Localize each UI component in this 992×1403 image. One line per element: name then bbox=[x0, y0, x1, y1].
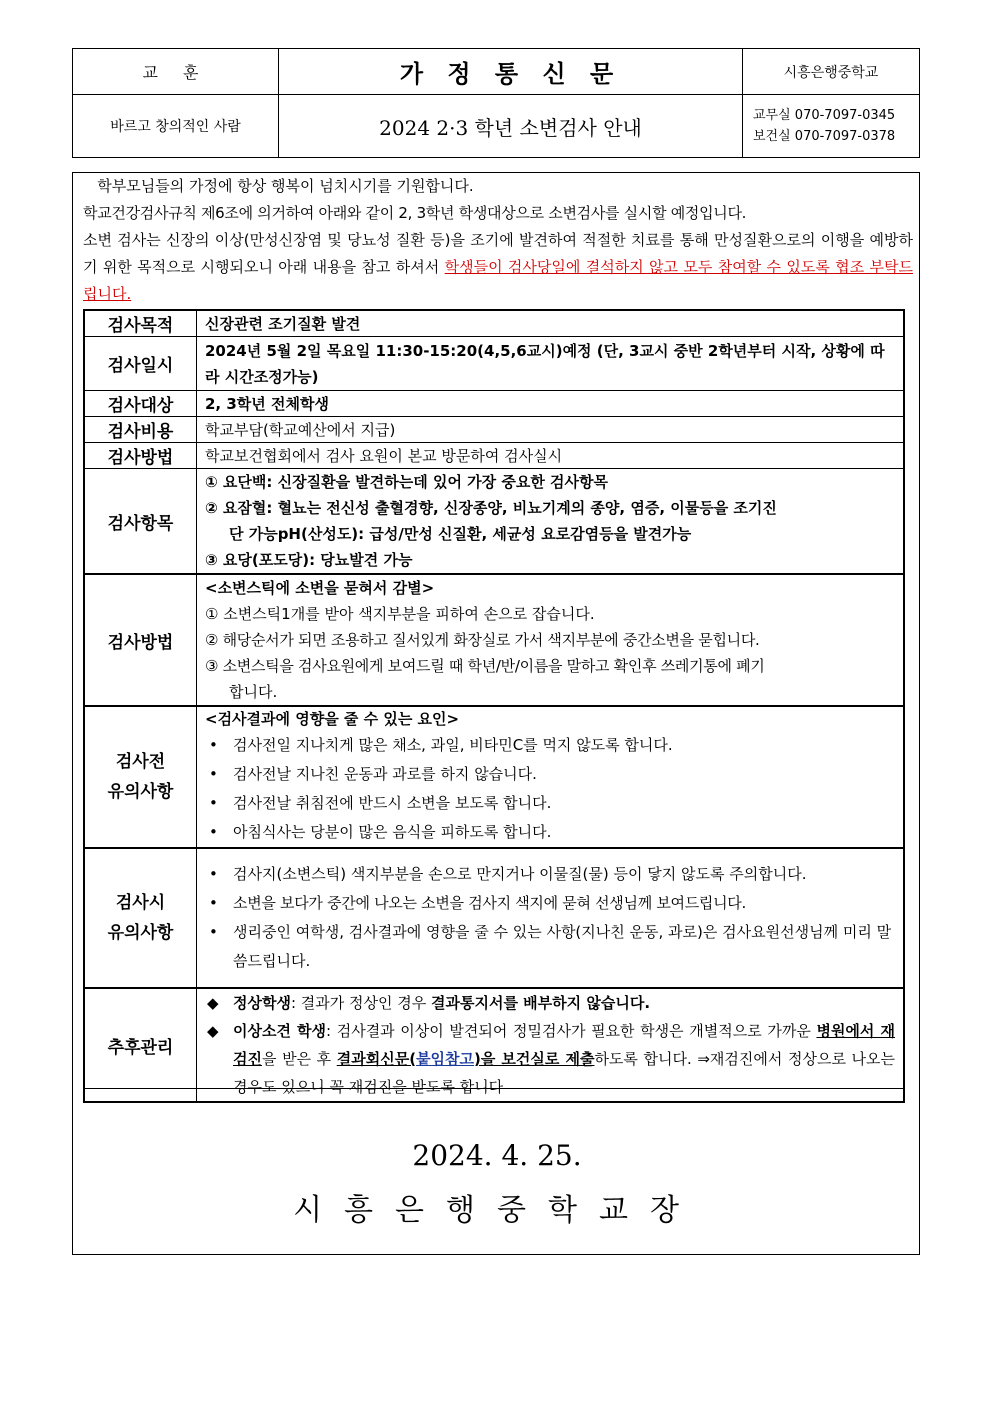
list-item: • 검사지(소변스틱) 색지부분을 손으로 만지거나 이물질(물) 등이 닿지 않도록 주의합니다. bbox=[205, 860, 895, 889]
item-ph: 단 가능pH(산성도): 급성/만성 신질환, 세균성 요로감염등을 발견가능 bbox=[229, 525, 692, 543]
procedure-step-3-cont: 합니다. bbox=[229, 683, 278, 701]
label-precautions-during: 검사시 유의사항 bbox=[84, 848, 197, 988]
label-date: 검사일시 bbox=[84, 337, 197, 391]
value-method: 학교보건협회에서 검사 요원이 본교 방문하여 검사실시 bbox=[197, 443, 905, 469]
item-blood: ② 요잠혈: 혈뇨는 전신성 출혈경향, 신장종양, 비뇨기계의 종양, 염증, 이물등을 조기진 bbox=[205, 499, 777, 517]
school-name: 시흥은행중학교 bbox=[743, 49, 920, 95]
header-table bbox=[72, 48, 920, 158]
followup-abnormal: ◆ 이상소견 학생: 검사결과 이상이 발견되어 정밀검사가 필요한 학생은 개별적으로 가까운 병원에서 재검진을 받은 후 결과회신문(붙임참고)을 보건실로 제출하도록 합니다. ⇒재검진에서 정상으로 나오는 경우도 있으니 꼭 재검진을 받도록 합니다 bbox=[205, 1017, 895, 1101]
contact-office: 교무실 070-7097-0345 bbox=[753, 108, 896, 123]
motto: 바르고 창의적인 사람 bbox=[73, 95, 279, 158]
procedure-step-1: ① 소변스틱1개를 받아 색지부분을 피하여 손으로 잡습니다. bbox=[205, 605, 595, 623]
diamond-bullet-icon: ◆ bbox=[207, 1022, 219, 1040]
contact-info bbox=[743, 95, 920, 158]
list-item: • 검사전날 취침전에 반드시 소변을 보도록 합니다. bbox=[205, 789, 895, 818]
label-precautions-before: 검사전 유의사항 bbox=[84, 706, 197, 848]
item-protein: ① 요단백: 신장질환을 발견하는데 있어 가장 중요한 검사항목 bbox=[205, 473, 609, 491]
procedure-step-2: ② 해당순서가 되면 조용하고 질서있게 화장실로 가서 색지부분에 중간소변을 묻힙니다. bbox=[205, 631, 760, 649]
label-purpose: 검사목적 bbox=[84, 310, 197, 337]
intro-text bbox=[83, 173, 913, 308]
intro-purpose: 소변 검사는 신장의 이상(만성신장염 및 당뇨성 질환 등)을 조기에 발견하여 적절한 치료를 통해 만성질환으로의 이행을 예방하기 위한 목적으로 시행되오니 아래 내용을 참고 하셔서 학생들이 검사당일에 결석하지 않고 모두 참여할 수 있도록 협조 부탁드립니다. bbox=[83, 231, 913, 303]
value-date: 2024년 5월 2일 목요일 11:30-15:20(4,5,6교시)예정 (단, 3교시 중반 2학년부터 시작, 상황에 따라 시간조정가능) bbox=[197, 337, 905, 391]
value-procedure bbox=[197, 574, 905, 706]
contact-health: 보건실 070-7097-0378 bbox=[753, 129, 896, 144]
value-purpose: 신장관련 조기질환 발견 bbox=[197, 310, 905, 337]
value-followup bbox=[197, 988, 905, 1102]
exam-info-table bbox=[83, 309, 905, 1103]
page-subtitle: 2024 2·3 학년 소변검사 안내 bbox=[279, 95, 743, 158]
list-item: • 아침식사는 당분이 많은 음식을 피하도록 합니다. bbox=[205, 818, 895, 847]
diamond-bullet-icon: ◆ bbox=[207, 994, 219, 1012]
precautions-heading: <검사결과에 영향을 줄 수 있는 요인> bbox=[205, 710, 460, 728]
item-glucose: ③ 요당(포도당): 당뇨발견 가능 bbox=[205, 551, 413, 569]
procedure-heading: <소변스틱에 소변을 묻혀서 감별> bbox=[205, 579, 435, 597]
label-method: 검사방법 bbox=[84, 443, 197, 469]
list-item: • 생리중인 여학생, 검사결과에 영향을 줄 수 있는 사항(지나친 운동, 과로)은 검사요원선생님께 미리 말씀드립니다. bbox=[205, 918, 895, 976]
value-precautions-during bbox=[197, 848, 905, 988]
label-followup: 추후관리 bbox=[84, 988, 197, 1102]
procedure-step-3: ③ 소변스틱을 검사요원에게 보여드릴 때 학년/반/이름을 말하고 확인후 쓰레기통에 폐기 bbox=[205, 657, 765, 675]
value-precautions-before bbox=[197, 706, 905, 848]
list-item: • 검사전날 지나친 운동과 과로를 하지 않습니다. bbox=[205, 760, 895, 789]
motto-label: 교 훈 bbox=[73, 49, 279, 95]
notice-body bbox=[72, 172, 920, 1255]
value-cost: 학교부담(학교예산에서 지급) bbox=[197, 417, 905, 443]
label-target: 검사대상 bbox=[84, 391, 197, 417]
intro-regulation: 학교건강검사규칙 제6조에 의거하여 아래와 같이 2, 3학년 학생대상으로 소변검사를 실시할 예정입니다. bbox=[83, 204, 747, 222]
list-item: • 검사전일 지나치게 많은 채소, 과일, 비타민C를 먹지 않도록 합니다. bbox=[205, 731, 895, 760]
followup-normal: ◆ 정상학생: 결과가 정상인 경우 결과통지서를 배부하지 않습니다. bbox=[205, 989, 895, 1017]
issue-date: 2024. 4. 25. bbox=[412, 1139, 582, 1172]
principal-signature: 시흥은행중학교장 bbox=[293, 1193, 701, 1228]
label-cost: 검사비용 bbox=[84, 417, 197, 443]
label-procedure: 검사방법 bbox=[84, 574, 197, 706]
label-items: 검사항목 bbox=[84, 469, 197, 575]
list-item: • 소변을 보다가 중간에 나오는 소변을 검사지 색지에 묻혀 선생님께 보여드립니다. bbox=[205, 889, 895, 918]
intro-greeting: 학부모님들의 가정에 항상 행복이 넘치시기를 기원합니다. bbox=[83, 177, 474, 195]
divider bbox=[83, 1088, 905, 1089]
intro-request: 학생들이 검사당일에 결석하지 않고 모두 참여할 수 있도록 협조 부탁드립니다. bbox=[83, 258, 913, 303]
value-target: 2, 3학년 전체학생 bbox=[197, 391, 905, 417]
doc-title: 가 정 통 신 문 bbox=[279, 49, 743, 95]
value-items bbox=[197, 469, 905, 575]
